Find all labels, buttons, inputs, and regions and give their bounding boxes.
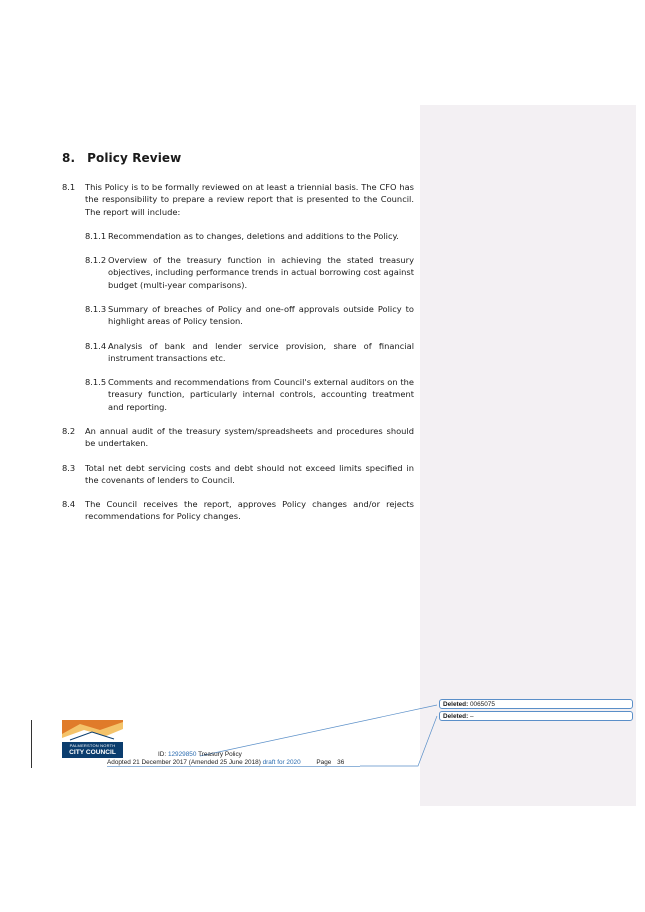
- paragraph-text: Total net debt servicing costs and debt should not exceed limits specified in the covenants of lenders to Council.: [85, 463, 414, 486]
- comment-label: Deleted:: [443, 701, 469, 708]
- paragraph-number: 8.3: [62, 463, 76, 473]
- comment-value: –: [470, 713, 474, 720]
- page-number: 36: [337, 759, 345, 766]
- logo-landscape: [62, 720, 123, 742]
- comment-label: Deleted:: [443, 713, 469, 720]
- paragraph-text: Overview of the treasury function in achieving the stated treasury objectives, including performance trends in actual borrowing cost against budget (multi-year comparisons).: [108, 255, 414, 290]
- paragraph-text: The Council receives the report, approves Policy changes and/or rejects recommendations for Policy changes.: [85, 499, 414, 522]
- paragraph-number: 8.1.2: [85, 255, 107, 265]
- paragraph-number: 8.1.1: [85, 231, 107, 241]
- document-title: Treasury Policy: [198, 751, 242, 758]
- id-label: ID:: [158, 751, 167, 758]
- draft-text[interactable]: draft for 2020: [262, 759, 301, 766]
- paragraph-text: Analysis of bank and lender service provision, share of financial instrument transactions etc.: [108, 341, 414, 364]
- page-label: Page: [316, 759, 332, 766]
- paragraph-text: An annual audit of the treasury system/spreadsheets and procedures should be undertaken.: [85, 426, 414, 449]
- paragraph-text: Recommendation as to changes, deletions and additions to the Policy.: [108, 231, 399, 241]
- logo-text-line1: PALMERSTON NORTH: [69, 743, 116, 748]
- footer-adopted-line: [107, 759, 344, 766]
- footer-underline: [107, 766, 360, 767]
- paragraph-number: 8.1.3: [85, 304, 107, 314]
- footer-id-line: [158, 751, 242, 758]
- paragraph-number: 8.2: [62, 426, 76, 436]
- paragraph-text: This Policy is to be formally reviewed on at least a triennial basis. The CFO has the responsibility to prepare a review report that is presented to the Council. The report will include:: [85, 182, 414, 217]
- heading-title: Policy Review: [87, 151, 182, 165]
- comment-value: 0065075: [470, 701, 495, 708]
- logo-text-line2: CITY COUNCIL: [69, 749, 116, 756]
- paragraph-text: Summary of breaches of Policy and one-off approvals outside Policy to highlight areas of Policy tension.: [108, 304, 414, 327]
- change-bar: [31, 720, 32, 768]
- paragraph-number: 8.1: [62, 182, 76, 192]
- palmerston-north-logo: [62, 720, 123, 758]
- adopted-text: Adopted 21 December 2017 (Amended 25 June 2018): [107, 759, 261, 766]
- id-value[interactable]: 12929850: [167, 751, 197, 758]
- heading-number: 8.: [62, 151, 76, 165]
- paragraph-number: 8.4: [62, 499, 76, 509]
- paragraph-number: 8.1.4: [85, 341, 107, 351]
- paragraph-text: Comments and recommendations from Council's external auditors on the treasury function, particularly internal controls, accounting treatment and reporting.: [108, 377, 414, 412]
- paragraph-number: 8.1.5: [85, 377, 107, 387]
